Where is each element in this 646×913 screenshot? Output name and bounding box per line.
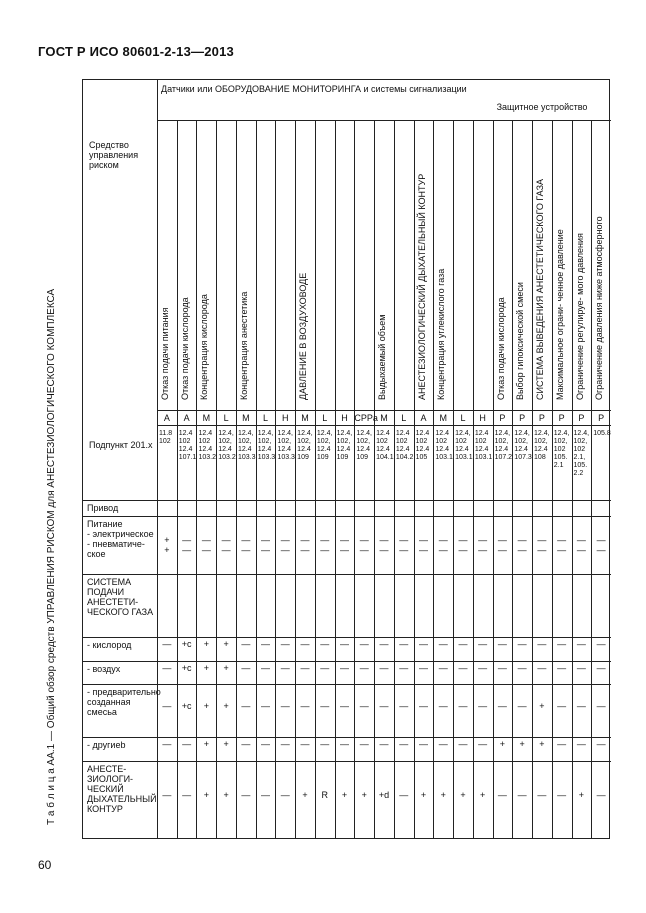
table-cell: — xyxy=(340,700,349,711)
table-cell: — xyxy=(478,700,488,711)
table-cell: — — xyxy=(478,534,488,555)
table-cell: — xyxy=(478,638,488,649)
subheader-line xyxy=(157,410,611,411)
table-cell: — xyxy=(280,700,290,711)
column-line xyxy=(315,120,316,838)
table-cell: — xyxy=(576,638,586,649)
row-line xyxy=(83,574,611,575)
column-reference: 12.4, 102, 12.4 109 xyxy=(336,430,353,461)
table-cell: — xyxy=(300,700,310,711)
column-line xyxy=(591,120,592,838)
table-cell: + xyxy=(203,739,209,750)
column-line xyxy=(572,120,573,838)
table-cell: + xyxy=(499,739,506,750)
row-line xyxy=(83,684,611,685)
table-cell: — xyxy=(557,662,567,673)
row-line xyxy=(83,661,611,662)
row-label: - другиеb xyxy=(87,740,126,751)
table-cell: — xyxy=(300,638,310,649)
column-header-label: ДАВЛЕНИЕ В ВОЗДУХОВОДЕ xyxy=(298,272,309,400)
table-cell: — — xyxy=(596,534,606,555)
table-cell: — xyxy=(320,739,330,750)
column-subheader: L xyxy=(401,413,407,423)
column-header-label: Ограничение давления ниже атмосферного xyxy=(594,216,605,400)
column-subheader: P xyxy=(578,413,585,423)
table-cell: — xyxy=(517,700,527,711)
table-cell: + xyxy=(519,739,525,750)
table-cell: — xyxy=(517,662,527,673)
table-cell: — xyxy=(399,790,409,801)
table-cell: — — xyxy=(221,534,231,555)
table-cell: — — xyxy=(320,534,330,555)
table-cell: — xyxy=(537,662,547,673)
table-cell: — xyxy=(576,739,586,750)
column-line xyxy=(512,120,513,838)
column-reference: 12.4, 102, 102 105. 2.1 xyxy=(553,430,570,469)
table-cell: — xyxy=(241,662,251,673)
column-line xyxy=(216,120,217,838)
column-header-label: Концентрация углекислого газа xyxy=(436,268,447,400)
table-cell: — xyxy=(418,662,428,673)
column-reference: 12.4, 102 12.4 103.1 xyxy=(455,430,473,461)
table-cell: — xyxy=(182,739,192,750)
column-reference: 12.4 102 12.4 107.1 xyxy=(178,430,197,461)
table-cell: — xyxy=(241,638,251,649)
table-cell: — xyxy=(182,790,192,801)
column-line xyxy=(394,120,395,838)
table-cell: — xyxy=(340,739,349,750)
row-line xyxy=(83,516,611,517)
table-cell: — xyxy=(557,638,567,649)
column-reference: 12.4 102 12.4 103.1 xyxy=(474,430,493,461)
row-label: СИСТЕМА ПОДАЧИ АНЕСТЕТИ- ЧЕСКОГО ГАЗА xyxy=(87,576,154,617)
table-cell: + xyxy=(203,790,209,801)
table-cell: — xyxy=(438,739,448,750)
column-reference: 12.4 102 12.4 104.2 xyxy=(395,430,414,461)
table-cell: — xyxy=(359,739,369,750)
table-cell: +c xyxy=(181,662,192,673)
page-number: 60 xyxy=(38,858,52,872)
table-caption: Т а б л и ц а АА.1 — Общий обзор средств УПРАВЛЕНИЯ РИСКОМ для АНЕСТЕЗИОЛОГИЧЕСКОГО КОМПЛЕКСА xyxy=(46,288,57,825)
table-cell: — xyxy=(438,700,448,711)
table-cell: — xyxy=(517,790,527,801)
table-cell: — xyxy=(379,662,389,673)
table-cell: — xyxy=(576,662,586,673)
table-cell: R xyxy=(321,790,329,801)
column-line xyxy=(256,120,257,838)
column-subheader: A xyxy=(183,413,190,423)
column-subheader: P xyxy=(558,413,565,423)
table-cell: — xyxy=(300,662,310,673)
column-reference: 11.8 102 xyxy=(159,430,173,445)
column-subheader: L xyxy=(460,413,466,423)
table-cell: +d xyxy=(378,790,390,801)
table-cell: — xyxy=(359,700,369,711)
table-cell: — xyxy=(418,700,428,711)
table-cell: — xyxy=(557,739,567,750)
table-cell: — xyxy=(557,700,567,711)
table-cell: — — xyxy=(418,534,428,555)
column-header-label: Максимальное ограни- ченное давление xyxy=(554,229,565,400)
table-cell: + xyxy=(539,700,545,711)
table-cell: — xyxy=(241,790,251,801)
table-cell: — xyxy=(497,638,507,649)
table-cell: — xyxy=(418,739,428,750)
table-cell: — xyxy=(399,662,409,673)
column-header-label: Ограничение регулируе- мого давления xyxy=(574,233,585,400)
table-cell: + xyxy=(341,790,348,801)
column-subheader: A xyxy=(163,413,170,423)
table-cell: — xyxy=(399,739,409,750)
table-cell: — xyxy=(478,662,488,673)
table-cell: + xyxy=(223,638,229,649)
table-cell: — xyxy=(359,638,369,649)
table-cell: — xyxy=(596,790,606,801)
table-cell: + xyxy=(578,790,585,801)
table-cell: — xyxy=(399,638,409,649)
column-reference: 12.4, 102, 12.4 103.3 xyxy=(257,430,276,461)
standard-header: ГОСТ Р ИСО 80601-2-13—2013 xyxy=(38,44,234,59)
table-cell: — xyxy=(280,662,290,673)
table-cell: + xyxy=(302,790,308,801)
table-cell: — xyxy=(359,662,369,673)
column-reference: 12.4, 102, 12.4 109 xyxy=(316,430,333,461)
column-line xyxy=(196,120,197,838)
row-line xyxy=(83,761,611,762)
row-label: - предварительно созданная смесьa xyxy=(87,687,161,718)
column-line xyxy=(493,120,494,838)
table-cell: + xyxy=(223,790,229,801)
table-cell: — xyxy=(438,662,448,673)
table-cell: — xyxy=(241,700,251,711)
column-reference: 12.4, 102, 12.4 107.3 xyxy=(514,430,532,461)
column-subheader: L xyxy=(223,413,229,423)
table-cell: — xyxy=(458,662,468,673)
table-cell: + + xyxy=(164,534,170,555)
table-cell: — — xyxy=(280,534,290,555)
column-reference: 12.4, 102, 12.4 103.3 xyxy=(277,430,295,461)
column-line xyxy=(335,120,336,838)
column-reference: 12.4 102 12.4 105 xyxy=(415,430,430,461)
table-cell: — xyxy=(576,700,586,711)
column-header-label: Отказ подачи кислорода xyxy=(179,297,190,400)
table-cell: — xyxy=(458,638,468,649)
table-cell: — xyxy=(478,739,488,750)
table-cell: — xyxy=(261,662,271,673)
column-line xyxy=(354,120,355,838)
column-header-label: СИСТЕМА ВЫВЕДЕНИЯ АНЕСТЕТИЧЕСКОГО ГАЗА xyxy=(535,178,546,400)
column-line xyxy=(275,120,276,838)
table-cell: — xyxy=(517,638,527,649)
table-cell: — xyxy=(241,739,251,750)
table-cell: — xyxy=(162,739,172,750)
table-cell: — — xyxy=(576,534,586,555)
group-line xyxy=(157,120,611,121)
column-subheader: P xyxy=(538,413,545,423)
table-cell: — xyxy=(280,638,290,649)
column-subheader: L xyxy=(263,413,269,423)
table-cell: + xyxy=(203,700,209,711)
ref-line xyxy=(157,425,611,426)
table-cell: — xyxy=(379,700,389,711)
column-subheader: P xyxy=(519,413,526,423)
table-cell: + xyxy=(203,638,209,649)
table-cell: — xyxy=(596,638,606,649)
column-subheader: M xyxy=(301,413,309,423)
table-cell: + xyxy=(539,739,545,750)
table-cell: — — xyxy=(359,534,369,555)
table-cell: — — xyxy=(201,534,211,555)
table-cell: + xyxy=(223,700,229,711)
table-cell: — — xyxy=(438,534,448,555)
column-line xyxy=(473,120,474,838)
row-label-column-line xyxy=(157,80,158,838)
table-cell: + xyxy=(460,790,466,801)
column-reference: 12.4, 102, 12.4 108 xyxy=(534,430,550,461)
table-cell: — xyxy=(261,700,271,711)
table-cell: — xyxy=(497,700,507,711)
table-cell: — — xyxy=(557,534,567,555)
column-subheader: L xyxy=(322,413,328,423)
column-subheader: H xyxy=(479,413,486,423)
column-subheader: CPPa xyxy=(354,413,378,423)
table-cell: — xyxy=(379,638,389,649)
column-reference: 12.4 102 12.4 104.1 xyxy=(376,430,394,461)
table-cell: — — xyxy=(300,534,310,555)
column-reference: 12.4, 102, 12.4 109 xyxy=(297,430,313,461)
table-cell: + xyxy=(440,790,446,801)
column-header-label: Выдыхаемый объем xyxy=(377,314,388,400)
table-cell: + xyxy=(480,790,486,801)
column-line xyxy=(453,120,454,838)
column-line xyxy=(433,120,434,838)
row-label: Питание - электрическое - пневматиче- ское xyxy=(87,518,154,559)
table-cell: — xyxy=(596,662,606,673)
table-cell: — xyxy=(497,790,507,801)
table-cell: — xyxy=(399,700,409,711)
table-cell: + xyxy=(223,662,229,673)
column-line xyxy=(414,120,415,838)
table-cell: — xyxy=(537,790,547,801)
table-cell: — xyxy=(458,739,468,750)
column-subheader: M xyxy=(439,413,447,423)
table-cell: + xyxy=(420,790,427,801)
column-reference: 12.4, 102, 102 2.1, 105. 2.2 xyxy=(573,430,590,477)
table-cell: — xyxy=(280,790,290,801)
row-label: - воздух xyxy=(87,663,121,674)
table-cell: — — xyxy=(261,534,271,555)
table-cell: — xyxy=(280,739,290,750)
column-subheader: A xyxy=(420,413,427,423)
column-line xyxy=(532,120,533,838)
column-line xyxy=(177,120,178,838)
table-cell: — xyxy=(300,739,310,750)
table-cell: — xyxy=(596,739,606,750)
table-cell: — xyxy=(162,662,172,673)
column-header-label: АНЕСТЕЗИОЛОГИЧЕСКИЙ ДЫХАТЕЛЬНЫЙ КОНТУР xyxy=(416,173,427,400)
table-cell: — — xyxy=(517,534,527,555)
table-cell: — — xyxy=(497,534,507,555)
table-cell: — — xyxy=(399,534,409,555)
group-sensors-label: Датчики или ОБОРУДОВАНИЕ МОНИТОРИНГА и системы сигнализации xyxy=(161,84,467,94)
table-cell: — xyxy=(379,739,389,750)
table-cell: — xyxy=(261,739,271,750)
table-cell: + xyxy=(361,790,367,801)
table-cell: +c xyxy=(181,638,192,649)
row-label: АНЕСТЕ- ЗИОЛОГИ- ЧЕСКИЙ ДЫХАТЕЛЬНЫЙ КОНТУР xyxy=(87,763,157,814)
row-label: Привод xyxy=(87,503,119,513)
column-header-label: Концентрация кислорода xyxy=(199,294,210,400)
column-line xyxy=(552,120,553,838)
column-header-label: Отказ подачи питания xyxy=(160,307,170,400)
table-cell: — xyxy=(340,638,349,649)
column-reference: 12.4, 102, 12.4 109 xyxy=(356,430,372,461)
table-cell: — xyxy=(261,790,271,801)
column-subheader: H xyxy=(282,413,289,423)
column-subheader: H xyxy=(341,413,348,423)
column-reference: 12.4, 102, 12.4 107.2 xyxy=(494,430,513,461)
table-cell: — xyxy=(162,700,172,711)
column-reference: 12.4 102 12.4 103.2 xyxy=(198,430,216,461)
table-cell: — xyxy=(557,790,567,801)
group-protection-label: Защитное устройство xyxy=(496,102,588,112)
table-cell: — xyxy=(162,638,172,649)
table-cell: +c xyxy=(181,700,192,711)
column-line xyxy=(236,120,237,838)
table-cell: — xyxy=(162,790,172,801)
column-line xyxy=(374,120,375,838)
column-line xyxy=(295,120,296,838)
table-cell: + xyxy=(203,662,209,673)
table-cell: — xyxy=(596,700,606,711)
row-line xyxy=(83,637,611,638)
table-cell: — xyxy=(537,638,547,649)
table-cell: — — xyxy=(537,534,547,555)
column-subheader: M xyxy=(380,413,388,423)
column-header-label: Выбор гипоксической смеси xyxy=(515,282,526,400)
corner-label: Средство управления риском xyxy=(89,140,139,170)
table-cell: — — xyxy=(340,534,349,555)
table-cell: + xyxy=(223,739,229,750)
column-reference: 12.4, 102, 12.4 103.3 xyxy=(237,430,256,461)
subclause-label: Подпункт 201.x xyxy=(89,440,153,450)
table-cell: — — xyxy=(182,534,192,555)
table-cell: — xyxy=(418,638,428,649)
column-reference: 105.8 xyxy=(593,430,611,437)
row-label: - кислород xyxy=(87,640,132,651)
table-cell: — xyxy=(458,700,468,711)
table-cell: — xyxy=(438,638,448,649)
column-subheader: M xyxy=(242,413,250,423)
column-subheader: P xyxy=(499,413,506,423)
risk-control-table xyxy=(82,79,610,839)
column-header-label: Отказ подачи кислорода xyxy=(495,297,506,400)
column-subheader: P xyxy=(598,413,605,423)
table-cell: — xyxy=(320,700,330,711)
column-reference: 12.4, 102, 12.4 103.2 xyxy=(218,430,236,461)
table-cell: — xyxy=(320,662,330,673)
table-cell: — — xyxy=(379,534,389,555)
row-line xyxy=(83,737,611,738)
table-cell: — xyxy=(261,638,271,649)
table-cell: — xyxy=(320,638,330,649)
column-subheader: M xyxy=(202,413,211,423)
column-reference: 12.4 102 12.4 103.1 xyxy=(435,430,453,461)
column-header-label: Концентрация анестетика xyxy=(238,291,249,400)
table-cell: — xyxy=(340,662,349,673)
table-cell: — xyxy=(497,662,507,673)
table-cell: — — xyxy=(241,534,251,555)
table-cell: — — xyxy=(458,534,468,555)
